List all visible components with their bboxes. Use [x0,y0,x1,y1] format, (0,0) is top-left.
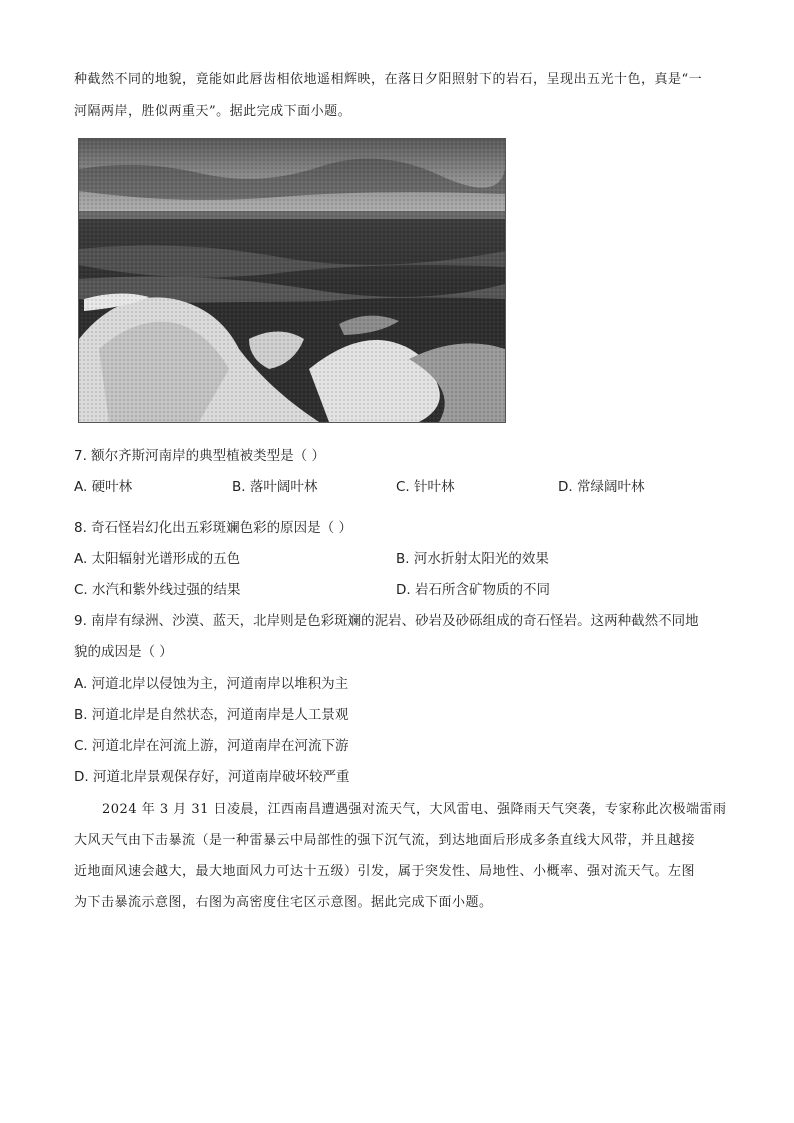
passage-2-line-3: 近地面风速会越大，最大地面风力可达十五级）引发，属于突发性、局地性、小概率、强对流天气。左图 [74,864,696,879]
question-9-option-c: C. 河道北岸在河流上游，河道南岸在河流下游 [74,738,349,754]
intro-line-1: 种截然不同的地貌，竟能如此唇齿相依地遥相辉映，在落日夕阳照射下的岩石，呈现出五光十色，真是“一 [74,72,703,87]
question-7-option-a: A. 硬叶林 [74,479,133,495]
landscape-photo [78,138,506,423]
passage-2-line-4: 为下击暴流示意图，右图为高密度住宅区示意图。据此完成下面小题。 [74,895,493,910]
question-7-stem: 7. 额尔齐斯河南岸的典型植被类型是（ ） [74,448,325,464]
question-9-option-b: B. 河道北岸是自然状态，河道南岸是人工景观 [74,707,349,723]
passage-2-line-1: 2024 年 3 月 31 日凌晨，江西南昌遭遇强对流天气，大风雷电、强降雨天气突袭，专家称此次极端雷雨 [102,802,727,817]
question-8-option-c: C. 水汽和紫外线过强的结果 [74,582,241,598]
question-9-option-a: A. 河道北岸以侵蚀为主，河道南岸以堆积为主 [74,676,349,692]
question-9-stem-line-1: 9. 南岸有绿洲、沙漠、蓝天，北岸则是色彩斑斓的泥岩、砂岩及砂砾组成的奇石怪岩。这两种截然不同地 [74,613,699,629]
question-7-option-d: D. 常绿阔叶林 [558,479,645,495]
question-8-option-d: D. 岩石所含矿物质的不同 [396,582,550,598]
question-8-option-b: B. 河水折射太阳光的效果 [396,551,549,567]
intro-line-2: 河隔两岸，胜似两重天”。据此完成下面小题。 [74,104,352,119]
question-7-option-b: B. 落叶阔叶林 [232,479,318,495]
passage-2-line-2: 大风天气由下击暴流（是一种雷暴云中局部性的强下沉气流，到达地面后形成多条直线大风带，并且越接 [74,833,696,848]
question-8-option-a: A. 太阳辐射光谱形成的五色 [74,551,241,567]
question-7-option-c: C. 针叶林 [396,479,455,495]
question-9-stem-line-2: 貌的成因是（ ） [74,644,173,660]
question-9-option-d: D. 河道北岸景观保存好，河道南岸破坏较严重 [74,769,350,785]
question-8-stem: 8. 奇石怪岩幻化出五彩斑斓色彩的原因是（ ） [74,520,352,536]
